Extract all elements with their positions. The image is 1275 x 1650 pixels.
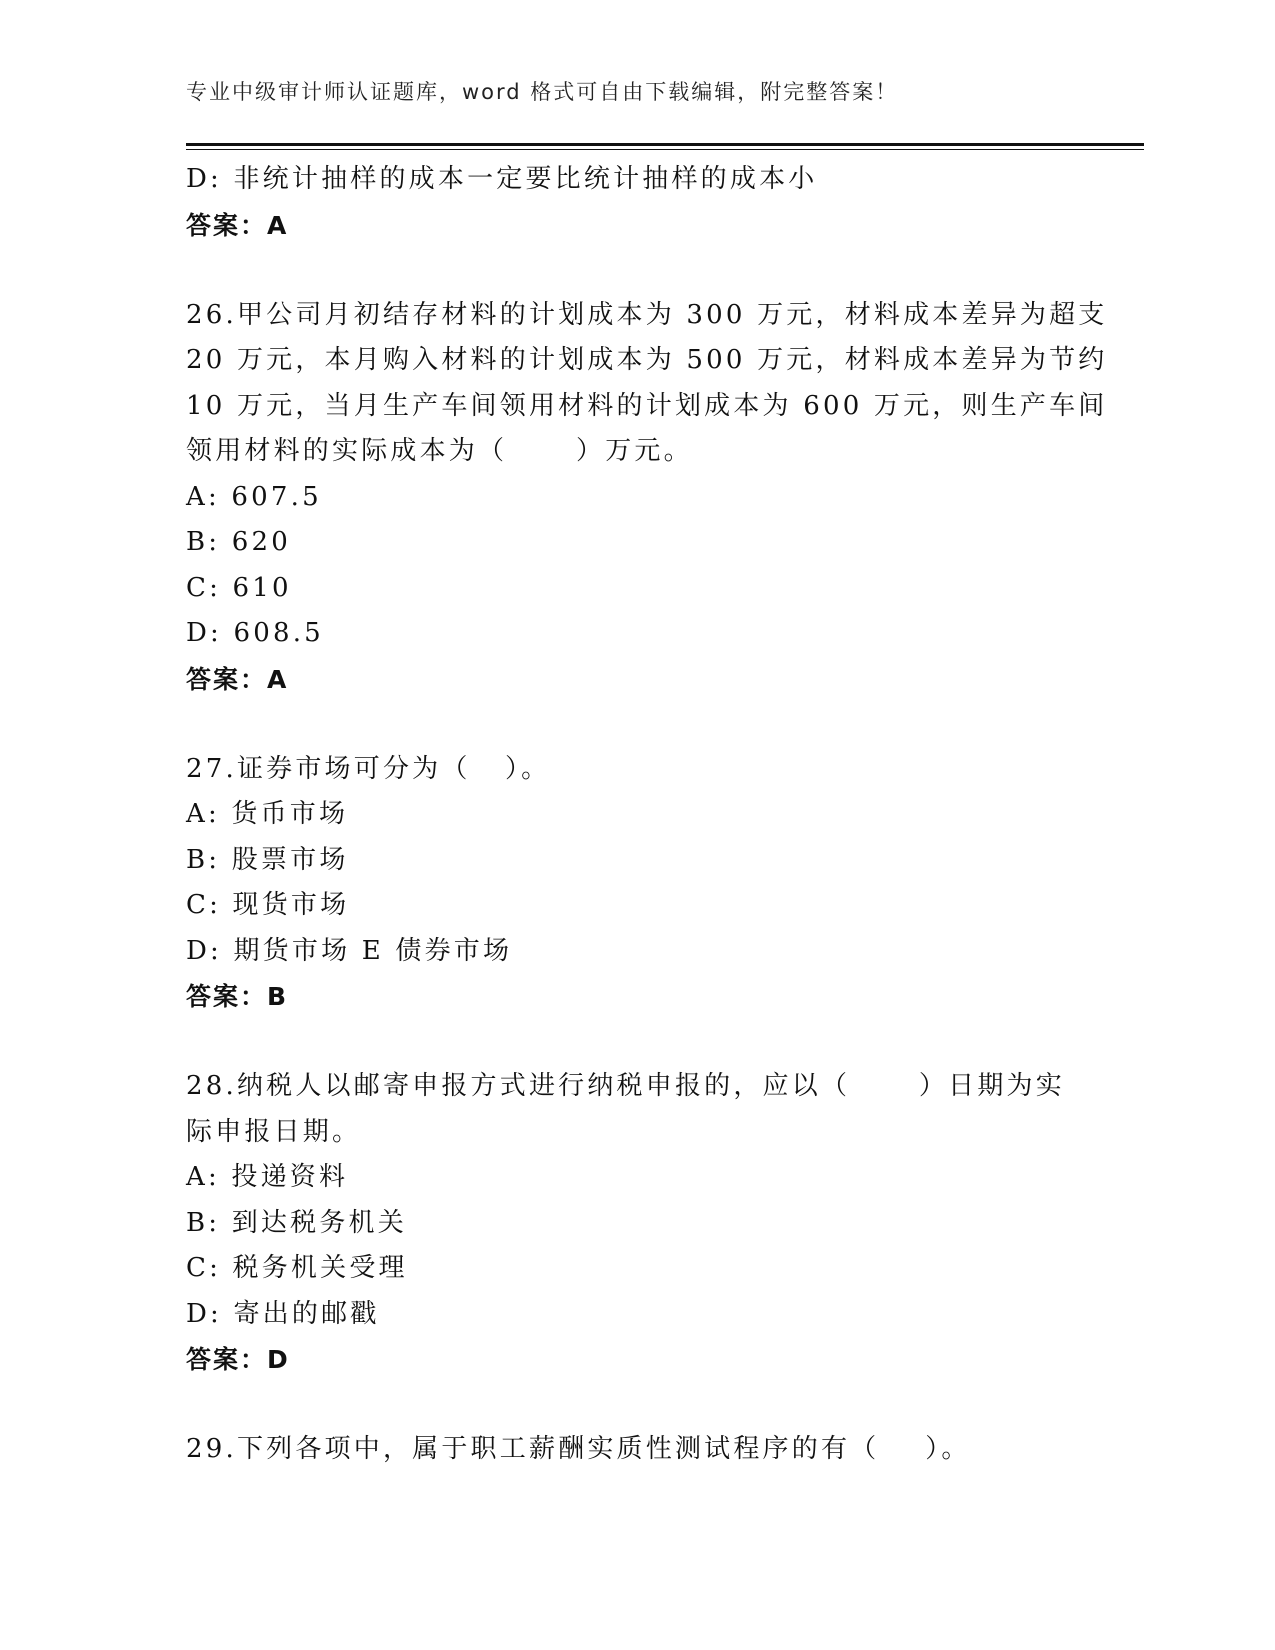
question-stem-line: 20 万元，本月购入材料的计划成本为 500 万元，材料成本差异为节约	[186, 345, 1108, 375]
option-c: C: 税务机关受理	[186, 1253, 408, 1283]
header-rule-thin	[186, 149, 1144, 150]
answer: 答案：D	[186, 1345, 290, 1374]
option-d: D: 期货市场 E 债券市场	[186, 935, 513, 966]
header-rule-thick	[186, 143, 1144, 146]
question-stem-line: 26.甲公司月初结存材料的计划成本为 300 万元，材料成本差异为超支	[186, 299, 1108, 330]
question-stem-line: 领用材料的实际成本为（ ）万元。	[186, 436, 693, 466]
answer: 答案：A	[186, 664, 289, 694]
page-header: 专业中级审计师认证题库，word 格式可自由下载编辑，附完整答案！	[186, 80, 899, 104]
answer: 答案：A	[186, 210, 289, 240]
option-b: B: 股票市场	[186, 844, 349, 875]
question-26	[186, 293, 1108, 702]
option-d: D: 非统计抽样的成本一定要比统计抽样的成本小	[186, 164, 818, 194]
question-stem-line: 29.下列各项中，属于职工薪酬实质性测试程序的有（ ）。	[186, 1434, 971, 1464]
question-28	[186, 1064, 1086, 1382]
option-d: D: 寄出的邮戳	[186, 1298, 380, 1329]
question-stem-line: 28.纳税人以邮寄申报方式进行纳税申报的，应以（ ）日期为实	[186, 1071, 1065, 1101]
question-25-tail	[186, 157, 1086, 248]
document-body	[186, 157, 1108, 1473]
option-d: D: 608.5	[186, 618, 324, 648]
option-b: B: 到达税务机关	[186, 1207, 407, 1238]
option-c: C: 现货市场	[186, 890, 350, 920]
question-stem-line: 27.证券市场可分为（ ）。	[186, 753, 551, 784]
option-a: A: 607.5	[186, 481, 322, 512]
question-stem-line: 10 万元，当月生产车间领用材料的计划成本为 600 万元，则生产车间	[186, 390, 1108, 421]
option-b: B: 620	[186, 527, 291, 557]
option-a: A: 投递资料	[186, 1162, 349, 1192]
question-27	[186, 747, 1086, 1020]
option-a: A: 货币市场	[186, 799, 349, 829]
question-stem-line: 际申报日期。	[186, 1116, 362, 1147]
option-c: C: 610	[186, 572, 292, 603]
answer: 答案：B	[186, 982, 289, 1011]
question-29	[186, 1427, 1086, 1473]
